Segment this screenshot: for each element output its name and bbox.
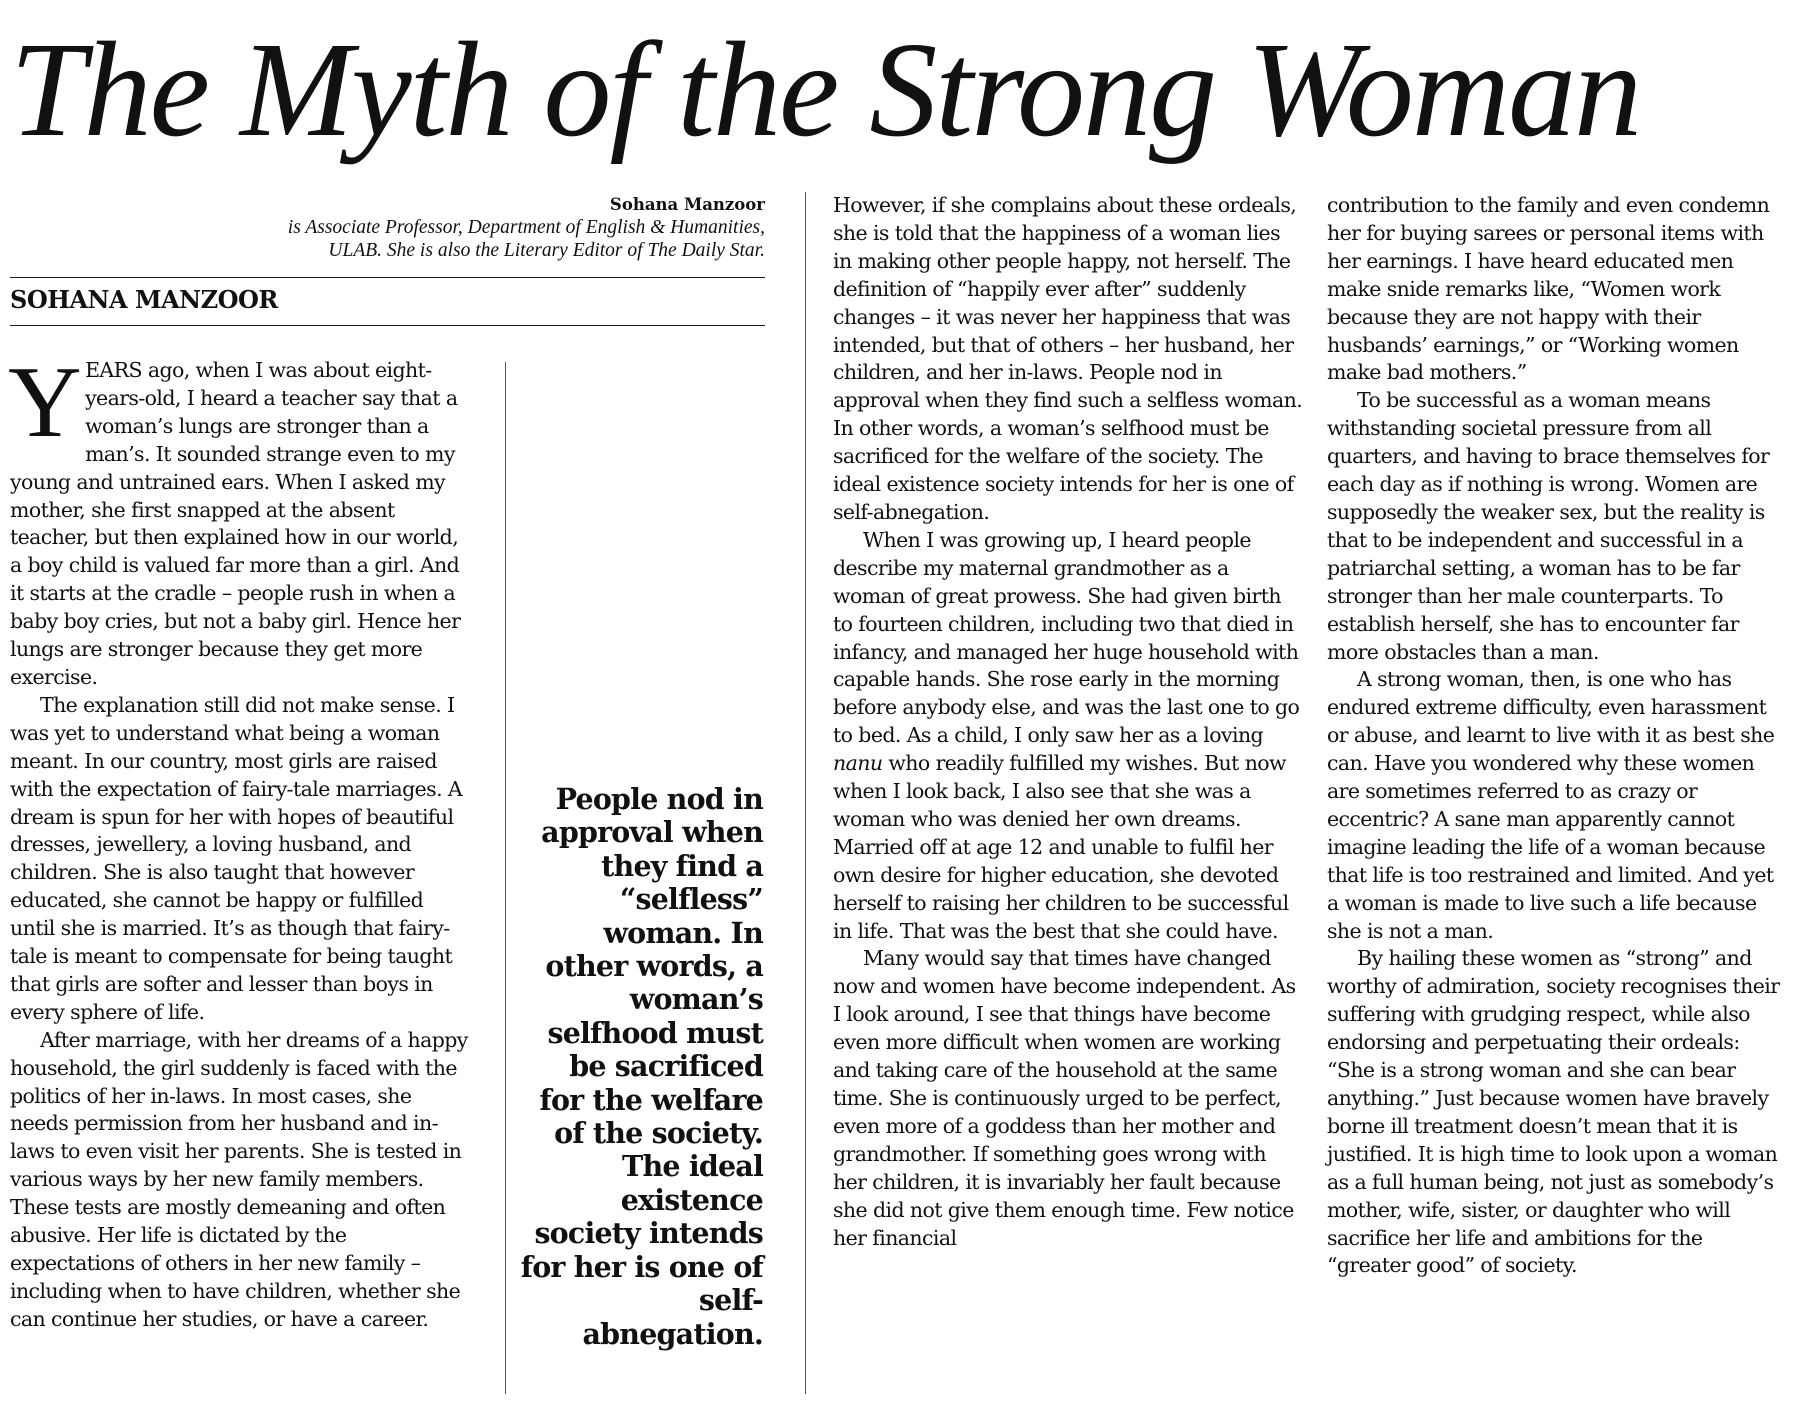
top-divider — [10, 277, 765, 278]
paragraph-text: When I was growing up, I heard people describe my maternal grandmother as a woman of great prowess. She had given birth to fourteen children, including two that died in infancy, and managed her huge household with capable hands. She rose early in the morning before anybody else, and was the last one to go to bed. As a child, I only saw her as a loving — [833, 527, 1300, 748]
column-divider — [505, 362, 506, 1394]
author-name: Sohana Manzoor — [609, 195, 765, 214]
drop-cap: Y — [8, 346, 82, 459]
paragraph-text: EARS ago, when I was about eight-years-old, I heard a teacher say that a woman’s lungs are stronger than a man’s. It sounded strange even to my young and untrained ears. When I asked my mother, she first snapped at the absent teacher, but then explained how in our world, a boy child is valued far more than a girl. And it starts at the cradle – people rush in when a baby boy cries, but not a baby girl. Hence her lungs are stronger because they get more exercise. — [10, 358, 461, 689]
paragraph-text: who readily fulfilled my wishes. But now when I look back, I also see that she was a woman who was denied her own dreams. Married off at age 12 and unable to fulfil her own desire for higher education, she devoted herself to raising her children to be successful in life. That was the best that she could have. — [833, 751, 1289, 943]
byline: SOHANA MANZOOR — [10, 285, 278, 314]
author-description-line2: ULAB. She is also the Literary Editor of The Daily Star. — [328, 240, 765, 261]
headline: The Myth of the Strong Woman — [10, 15, 1641, 165]
column-divider — [805, 192, 806, 1394]
article-column-3 — [833, 192, 1303, 1252]
article-paragraph: After marriage, with her dreams of a happy household, the girl suddenly is faced with the politics of her in-laws. In most cases, she needs permission from her husband and in-laws to even visit her parents. She is tested in various ways by her new family members. These tests are mostly demeaning and often abusive. Her life is dictated by the expectations of others in her new family – including when to have children, whether she can continue her studies, or have a career. — [10, 1027, 468, 1331]
article-column-4 — [1327, 192, 1789, 1280]
article-column-1 — [8, 346, 472, 1334]
byline-divider — [10, 325, 765, 326]
article-paragraph — [8, 346, 472, 692]
article-paragraph: contribution to the family and even condemn her for buying sarees or personal items with her earnings. I have heard educated men make snide remarks like, “Women work because they are not happy with their husbands’ earnings,” or “Working women make bad mothers.” — [1327, 193, 1770, 385]
italic-term: nanu — [833, 751, 883, 776]
article-paragraph — [833, 527, 1303, 946]
article-paragraph: Many would say that times have changed now and women have become independent. As I look around, I see that things have become even more difficult when women are working and taking care of the household at the same time. She is continuously urged to be perfect, even more of a goddess than her mother and grandmother. If something goes wrong with her children, it is invariably her fault because she did not give them enough time. Few notice her financial — [833, 946, 1296, 1250]
article-paragraph: The explanation still did not make sense. I was yet to understand what being a woman meant. In our country, most girls are raised with the expectation of fairy-tale marriages. A dream is spun for her with hopes of beautiful dresses, jewellery, a loving husband, and children. She is also taught that however educated, she cannot be happy or fulfilled until she is married. It’s as though that fairy-tale is meant to compensate for being taught that girls are softer and lesser than boys in every sphere of life. — [10, 692, 463, 1024]
article-paragraph: By hailing these women as “strong” and worthy of admiration, society recognises their suffering with grudging respect, while also endorsing and perpetuating their ordeals: “She is a strong woman and she can bear anything.” Just because women have bravely borne ill treatment doesn’t mean that it is justified. It is high time to look upon a woman as a full human being, not just as somebody’s mother, wife, sister, or daughter who will sacrifice her life and ambitions for the “greater good” of society. — [1327, 946, 1780, 1278]
author-info — [220, 193, 765, 262]
author-description-line1: is Associate Professor, Department of English & Humanities, — [287, 217, 765, 238]
article-paragraph: A strong woman, then, is one who has endured extreme difficulty, even harassment or abuse, and learnt to live with it as best she can. Have you wondered why these women are sometimes referred to as crazy or eccentric? A sane man apparently cannot imagine leading the life of a woman because that life is too restrained and limited. And yet a woman is made to live such a life because she is not a man. — [1327, 667, 1775, 943]
article-paragraph: However, if she complains about these ordeals, she is told that the happiness of a woman lies in making other people happy, not herself. The definition of “happily ever after” suddenly changes – it was never her happiness that was intended, but that of others – her husband, her children, and her in-laws. People nod in approval when they find such a selfless woman. In other words, a woman’s selfhood must be sacrificed for the welfare of the society. The ideal existence society intends for her is one of self-abnegation. — [833, 193, 1303, 524]
article-paragraph: To be successful as a woman means withstanding societal pressure from all quarters, and having to brace themselves for each day as if nothing is wrong. Women are supposedly the weaker sex, but the reality is that to be independent and successful in a patriarchal setting, a woman has to be far stronger than her male counterparts. To establish herself, she has to encounter far more obstacles than a man. — [1327, 388, 1770, 664]
pull-quote: People nod in approval when they find a “selfless” woman. In other words, a woman’s selfhood must be sacrificed for the welfare of the society. The ideal existence society intends for her is one of self-abnegation. — [520, 782, 763, 1351]
